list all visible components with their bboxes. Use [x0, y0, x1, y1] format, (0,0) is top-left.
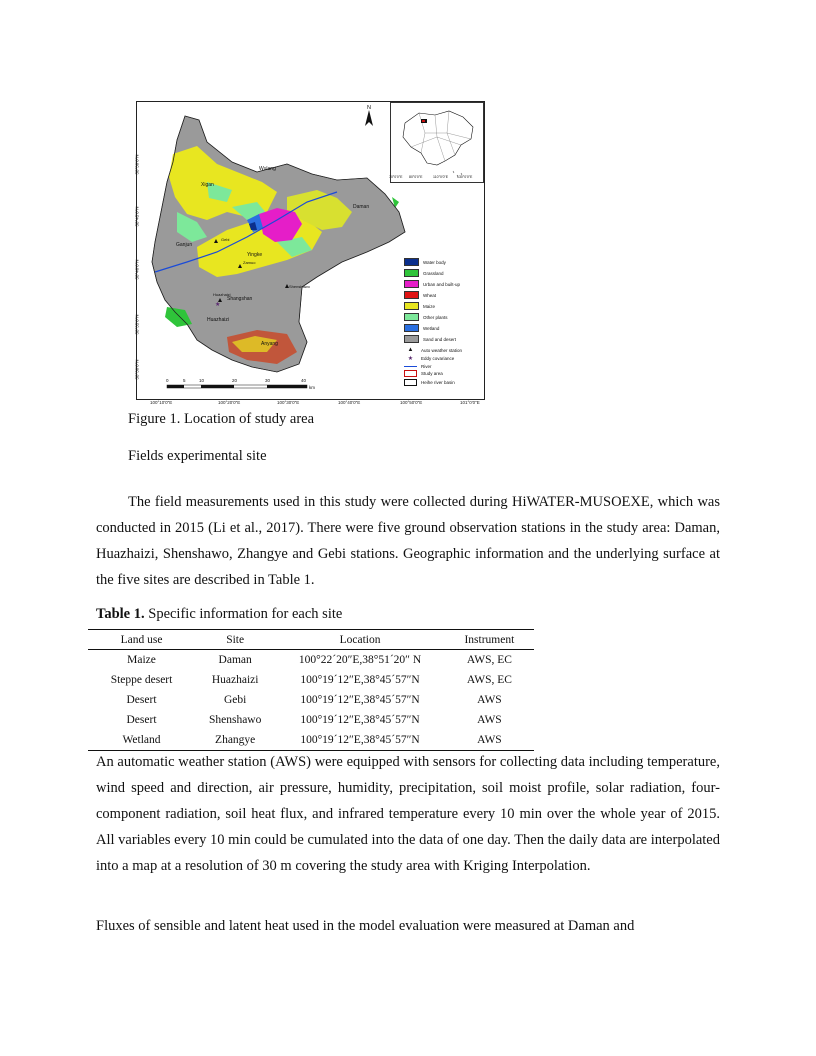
table-cell: Steppe desert	[110, 674, 173, 686]
table-cell: Wetland	[88, 730, 195, 751]
table-cell: AWS	[477, 694, 502, 706]
lon-label: 100°30'0"E	[277, 400, 300, 405]
place-label: Huazhaizi	[207, 317, 229, 323]
eddy-covariance-marker: ★	[215, 302, 221, 308]
table-cell: Huazhaizi	[211, 674, 259, 686]
legend-swatch	[404, 335, 419, 343]
legend-swatch	[404, 291, 419, 299]
column-header: Location	[275, 630, 444, 650]
legend-label: Study area	[421, 370, 443, 376]
china-outline	[403, 111, 473, 165]
legend-symbol-item	[404, 346, 462, 354]
table-cell: 100°19´12″E,38°45´57″N	[300, 694, 420, 706]
scale-label: km	[309, 385, 315, 390]
lon-label: 100°20'0"E	[218, 400, 241, 405]
legend-swatch	[404, 302, 419, 310]
place-label: Yingke	[247, 252, 263, 258]
scale-label: 20	[232, 378, 238, 383]
inset-map-china	[390, 102, 484, 183]
lon-label: 100°40'0"E	[338, 400, 361, 405]
site-info-table	[88, 629, 534, 751]
column-header: Site	[195, 630, 275, 650]
place-label: Anyang	[261, 341, 278, 347]
column-header: Land use	[88, 630, 195, 650]
legend-item	[404, 324, 439, 332]
scale-bar	[167, 385, 307, 388]
column-header: Instrument	[445, 630, 534, 650]
lat-label: 38°40'0"N	[134, 259, 140, 280]
legend-label: Auto weather station	[421, 347, 463, 353]
inset-lon-label: 110°0'0"E	[433, 175, 449, 179]
table-row	[88, 730, 534, 751]
table-cell: Shenshawo	[208, 714, 262, 726]
table-label: Table 1.	[96, 606, 145, 622]
eddy-covariance-icon: ★	[407, 355, 414, 362]
legend-swatch	[404, 324, 419, 332]
table-cell: Gebi	[223, 694, 247, 706]
table-cell: Desert	[126, 714, 157, 726]
table-row	[88, 650, 534, 671]
legend-swatch	[404, 313, 419, 321]
legend-label: Sand and desert	[423, 336, 457, 342]
legend-item	[404, 313, 448, 321]
table-cell: AWS, EC	[466, 674, 512, 686]
section-heading: Fields experimental site	[128, 448, 267, 464]
table-cell: Desert	[126, 694, 157, 706]
place-label: Zamuo	[243, 260, 256, 265]
table-row	[88, 710, 534, 730]
aws-icon: ▲	[407, 347, 414, 353]
legend-label: Water body	[423, 259, 446, 265]
legend-item	[404, 291, 436, 299]
scale-label: 0	[166, 378, 169, 383]
lon-label: 100°50'0"E	[400, 400, 423, 405]
legend-item	[404, 335, 456, 343]
inset-lon-label: 80°0'0"E	[409, 175, 423, 179]
legend-label: Eddy covariance	[421, 355, 455, 361]
legend-item	[404, 258, 446, 266]
place-label: Ganjun	[176, 242, 193, 248]
scale-label: 40	[301, 378, 307, 383]
legend-label: Wheat	[423, 292, 437, 298]
legend-item	[404, 269, 444, 277]
scale-label: 10	[199, 378, 205, 383]
legend-label: Maize	[423, 303, 436, 309]
table-row	[88, 670, 534, 690]
paragraph-2: An automatic weather station (AWS) were equipped with sensors for collecting data including temperature, wind speed and direction, air pressure, humidity, precipitation, soil moist profile, solar radiation, four-component radiation, soil heat flux, and infrared temperature every 10 min over the whole year of 2015. All variables every 10 min could be cumulated into the data of one day. Then the daily data are interpolated into a map at a resolution of 30 m covering the study area with Kriging Interpolation.	[96, 754, 720, 874]
legend-symbol-item	[404, 369, 443, 377]
place-label: Gebi	[221, 237, 230, 242]
table-cell: AWS	[445, 730, 534, 751]
legend-item	[404, 280, 460, 288]
river-icon	[404, 366, 417, 367]
legend-label: Grassland	[423, 270, 444, 276]
study-area-icon	[404, 370, 417, 377]
table-cell: 100°19´12″E,38°45´57″N	[300, 714, 420, 726]
legend-swatch	[404, 258, 419, 266]
figure-caption: Figure 1. Location of study area	[128, 411, 315, 427]
legend-label: Wetland	[423, 325, 440, 331]
inset-lon-label: 130°0'0"E	[457, 175, 473, 179]
table-cell: AWS	[477, 714, 502, 726]
table-cell: Zhangye	[195, 730, 275, 751]
legend-item	[404, 302, 435, 310]
table-cell: Daman	[218, 654, 252, 666]
table-title-text: Specific information for each site	[144, 606, 343, 622]
lat-label: 38°50'0"N	[134, 154, 140, 175]
legend-swatch	[404, 280, 419, 288]
lat-label: 38°35'0"N	[134, 314, 140, 335]
north-arrow	[365, 105, 373, 126]
study-area-marker	[422, 120, 425, 122]
place-label: Xigan	[201, 182, 214, 188]
paragraph-1: The field measurements used in this study were collected during HiWATER-MUSOEXE, which was conducted in 2015 (Li et al., 2017). There were five ground observation stations in the study area: Daman, Huazhaizi, Shenshawo, Zhangye and Gebi stations. Geographic information and the underlying surface at the five sites are described in Table 1.	[96, 494, 720, 588]
table-cell: 100°19´12″E,38°45´57″N	[300, 674, 420, 686]
inset-lon-label: 70°0'0"E	[389, 175, 403, 179]
table-cell: 100°22´20″E,38°51´20″ N	[298, 654, 422, 666]
svg-text:N: N	[367, 105, 371, 111]
table-row	[88, 690, 534, 710]
lat-label: 38°45'0"N	[134, 206, 140, 227]
place-label: Wulang	[259, 166, 276, 172]
place-label: Shenshawo	[289, 284, 310, 289]
paragraph-3: Fluxes of sensible and latent heat used in the model evaluation were measured at Daman and	[96, 918, 635, 934]
table-title	[96, 606, 342, 623]
place-label: Huazhaizi	[213, 292, 231, 297]
legend-label: River	[421, 363, 432, 369]
table-cell: 100°19´12″E,38°45´57″N	[275, 730, 444, 751]
place-label: Daman	[353, 204, 370, 210]
heihe-basin-icon	[404, 379, 417, 386]
legend-label: Other plants	[423, 314, 448, 320]
legend-label: Urban and built-up	[423, 281, 461, 287]
table-header-row	[88, 630, 534, 650]
table-cell: Maize	[127, 654, 156, 666]
legend-symbol-item	[404, 354, 454, 362]
scale-label: 5	[183, 378, 186, 383]
legend-symbol-item	[404, 378, 455, 386]
legend-swatch	[404, 269, 419, 277]
lon-label: 100°10'0"E	[150, 400, 173, 405]
legend-label: Heihe river basin	[421, 379, 455, 385]
lon-label: 101°0'0"E	[460, 400, 480, 405]
place-label: Shangshan	[227, 296, 253, 302]
table-cell: AWS, EC	[466, 654, 512, 666]
scale-label: 30	[265, 378, 271, 383]
lat-label: 38°30'0"N	[134, 359, 140, 380]
